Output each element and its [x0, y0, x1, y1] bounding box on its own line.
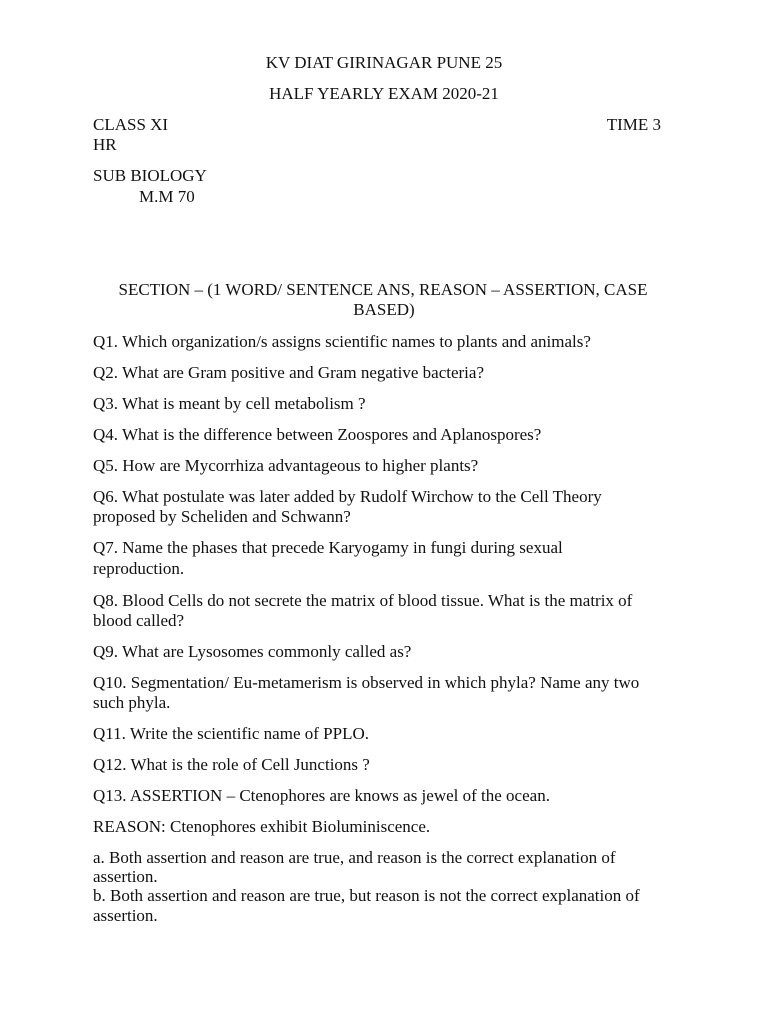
option-b-line-2: assertion. — [93, 906, 158, 925]
question-9: Q9. What are Lysosomes commonly called as? — [93, 642, 412, 661]
school-name: KV DIAT GIRINAGAR PUNE 25 — [265, 53, 503, 72]
option-a-line-1: a. Both assertion and reason are true, and reason is the correct explanation of — [93, 848, 616, 867]
question-6-line-1: Q6. What postulate was later added by Rudolf Wirchow to the Cell Theory — [93, 487, 602, 506]
section-title-line-1: SECTION – (1 WORD/ SENTENCE ANS, REASON – ASSERTION, CASE — [118, 280, 648, 299]
question-4: Q4. What is the difference between Zoospores and Aplanospores? — [93, 425, 542, 444]
question-8-line-2: blood called? — [93, 611, 185, 630]
max-marks: M.M 70 — [139, 187, 195, 206]
question-6-line-2: proposed by Scheliden and Schwann? — [93, 507, 351, 526]
question-10-line-1: Q10. Segmentation/ Eu-metamerism is observed in which phyla? Name any two — [93, 673, 640, 692]
section-title-line-2: BASED) — [353, 300, 415, 319]
question-11: Q11. Write the scientific name of PPLO. — [93, 724, 369, 743]
reason-text: REASON: Ctenophores exhibit Bioluminiscence. — [93, 817, 431, 836]
option-a-line-2: assertion. — [93, 867, 158, 886]
question-8-line-1: Q8. Blood Cells do not secrete the matrix of blood tissue. What is the matrix of — [93, 591, 633, 610]
question-7-line-2: reproduction. — [93, 559, 185, 578]
question-12: Q12. What is the role of Cell Junctions ? — [93, 755, 370, 774]
question-2: Q2. What are Gram positive and Gram negative bacteria? — [93, 363, 484, 382]
time-label: TIME 3 — [606, 115, 661, 134]
class-label: CLASS XI — [93, 115, 169, 134]
question-5: Q5. How are Mycorrhiza advantageous to higher plants? — [93, 456, 479, 475]
exam-title: HALF YEARLY EXAM 2020-21 — [269, 84, 499, 103]
option-b-line-1: b. Both assertion and reason are true, but reason is not the correct explanation of — [93, 886, 640, 905]
question-3: Q3. What is meant by cell metabolism ? — [93, 394, 366, 413]
question-7-line-1: Q7. Name the phases that precede Karyogamy in fungi during sexual — [93, 538, 563, 557]
question-10-line-2: such phyla. — [93, 693, 171, 712]
subject-label: SUB BIOLOGY — [93, 166, 207, 185]
question-1: Q1. Which organization/s assigns scientific names to plants and animals? — [93, 332, 591, 351]
question-13: Q13. ASSERTION – Ctenophores are knows as jewel of the ocean. — [93, 786, 550, 805]
time-unit: HR — [93, 135, 117, 154]
